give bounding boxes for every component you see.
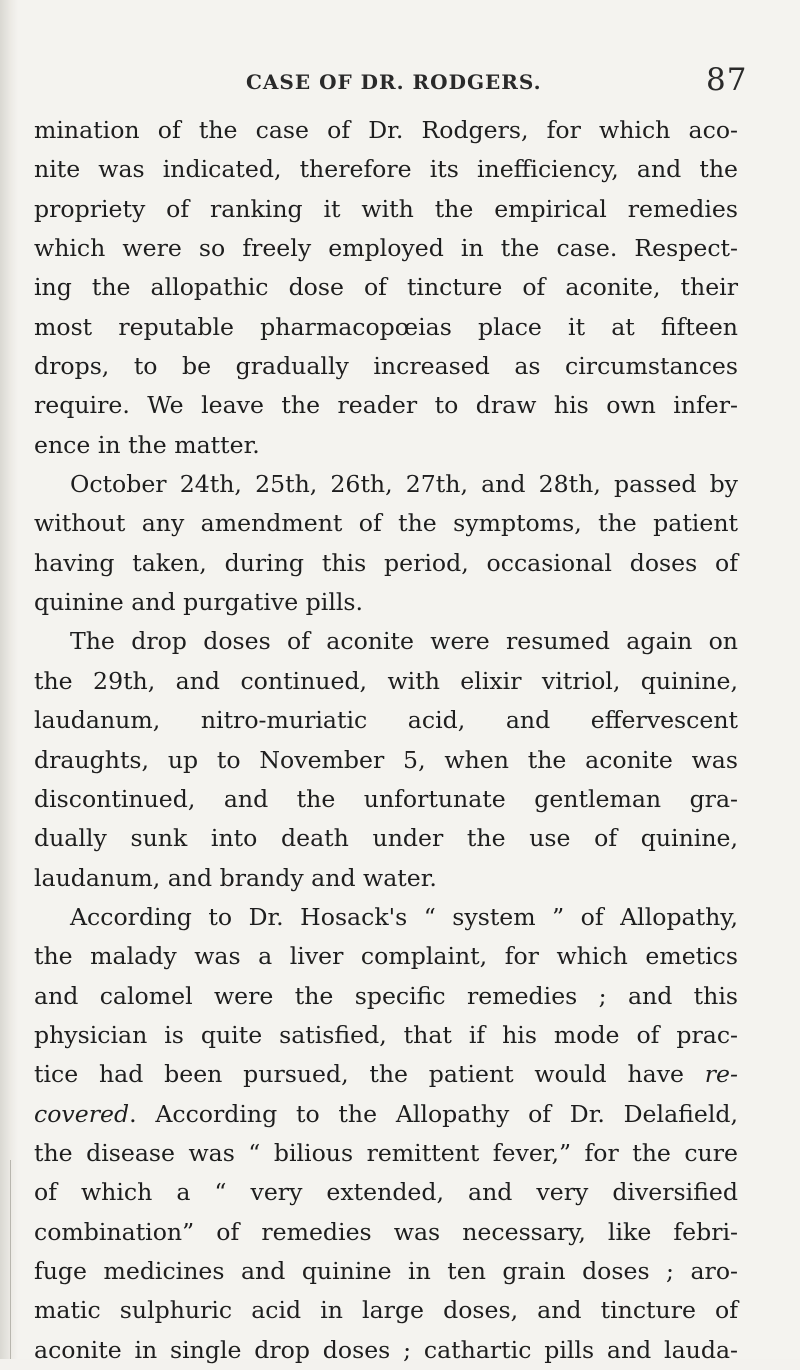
text-line: combination” of remedies was necessary, like febri- [34, 1217, 738, 1246]
text-line: drops, to be gradually increased as circumstances [34, 352, 738, 381]
text-line: fuge medicines and quinine in ten grain doses ; aro- [34, 1256, 738, 1285]
italic-word: re- [704, 1060, 738, 1089]
text-line: nite was indicated, therefore its inefficiency, and the [34, 155, 738, 184]
text-line: aconite in single drop doses ; cathartic pills and lauda- [34, 1335, 738, 1364]
text-line: quinine and purgative pills. [34, 588, 364, 617]
running-head [0, 62, 800, 96]
text-line-with-italic [34, 1055, 738, 1094]
gutter-shadow [0, 0, 18, 1359]
text-line: physician is quite satisfied, that if his mode of prac- [34, 1020, 738, 1049]
text-line: mination of the case of Dr. Rodgers, for which aco- [34, 116, 738, 144]
text-segment: tice had been pursued, the patient would have [34, 1060, 705, 1089]
text-line: matic sulphuric acid in large doses, and tincture of [34, 1296, 738, 1325]
text-line: the 29th, and continued, with elixir vitriol, quinine, [34, 666, 738, 695]
page-number: 87 [706, 62, 748, 98]
gutter-line [10, 1160, 11, 1359]
text-segment: . According to the Allopathy of Dr. Delafield, [129, 1099, 738, 1128]
text-line: laudanum, nitro-muriatic acid, and effervescent [34, 706, 738, 735]
text-line: laudanum, and brandy and water. [34, 863, 437, 892]
text-line: and calomel were the specific remedies ; and this [34, 981, 738, 1010]
text-line: the malady was a liver complaint, for which emetics [34, 942, 738, 971]
text-line: ing the allopathic dose of tincture of aconite, their [34, 273, 738, 302]
text-line: ence in the matter. [34, 430, 260, 459]
text-line: require. We leave the reader to draw his own infer- [34, 391, 738, 420]
text-line: discontinued, and the unfortunate gentleman gra- [34, 784, 738, 813]
text-line: The drop doses of aconite were resumed again on [70, 627, 738, 656]
body-text [34, 111, 738, 1370]
text-line: without any amendment of the symptoms, the patient [34, 509, 738, 538]
text-line: According to Dr. Hosack's “ system ” of Allopathy, [70, 902, 738, 931]
text-line: of which a “ very extended, and very diversified [34, 1178, 738, 1207]
text-line: most reputable pharmacopœias place it at fifteen [34, 312, 738, 341]
text-line: propriety of ranking it with the empirical remedies [34, 194, 738, 223]
text-line: draughts, up to November 5, when the aconite was [34, 745, 738, 774]
text-line-with-italic [34, 1095, 738, 1134]
running-title: CASE OF DR. RODGERS. [246, 70, 542, 94]
text-line: the disease was “ bilious remittent fever,” for the cure [34, 1138, 738, 1167]
italic-word: covered [34, 1099, 130, 1128]
text-line: which were so freely employed in the case. Respect- [34, 234, 738, 263]
text-line: dually sunk into death under the use of quinine, [34, 824, 738, 853]
text-line: having taken, during this period, occasional doses of [34, 548, 738, 577]
text-line: October 24th, 25th, 26th, 27th, and 28th, passed by [70, 470, 738, 499]
